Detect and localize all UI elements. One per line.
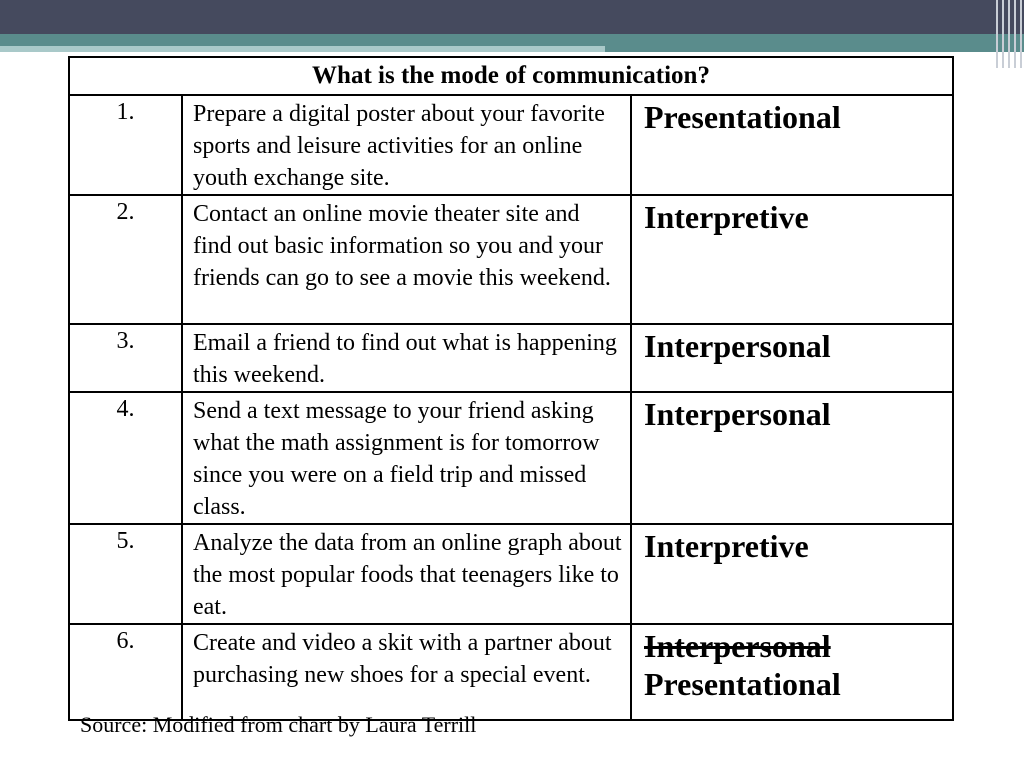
- table-heading: What is the mode of communication?: [69, 57, 953, 95]
- row-description: Analyze the data from an online graph about the most popular foods that teenagers like to eat.: [182, 524, 631, 624]
- row-number: 2.: [69, 195, 182, 324]
- decorative-stripes: [992, 0, 1024, 68]
- row-description: Email a friend to find out what is happening this weekend.: [182, 324, 631, 392]
- table-row: [69, 195, 953, 324]
- table-row: [69, 324, 953, 392]
- row-description: Contact an online movie theater site and find out basic information so you and your friends can go to see a movie this weekend.: [182, 195, 631, 324]
- corrected-mode: Presentational: [644, 666, 841, 702]
- row-mode: Interpersonal: [631, 324, 953, 392]
- row-mode-corrected: [631, 624, 953, 720]
- row-description: Send a text message to your friend asking what the math assignment is for tomorrow since you were on a field trip and missed class.: [182, 392, 631, 524]
- source-note: Source: Modified from chart by Laura Terrill: [80, 712, 477, 737]
- row-mode: Presentational: [631, 95, 953, 195]
- teal-band-step: [605, 46, 1024, 52]
- row-number: 5.: [69, 524, 182, 624]
- row-number: 6.: [69, 624, 182, 720]
- communication-mode-table: [68, 56, 954, 721]
- row-number: 3.: [69, 324, 182, 392]
- table-row: [69, 624, 953, 720]
- table-row: [69, 95, 953, 195]
- row-mode: Interpretive: [631, 195, 953, 324]
- row-number: 4.: [69, 392, 182, 524]
- row-mode: Interpersonal: [631, 392, 953, 524]
- row-description: Create and video a skit with a partner about purchasing new shoes for a special event.: [182, 624, 631, 720]
- teal-band-light: [0, 46, 605, 52]
- top-banner: [0, 0, 1024, 34]
- teal-band: [0, 34, 1024, 46]
- row-description: Prepare a digital poster about your favorite sports and leisure activities for an online youth exchange site.: [182, 95, 631, 195]
- table-row: [69, 392, 953, 524]
- struck-mode: Interpersonal: [644, 628, 831, 664]
- table-row: [69, 524, 953, 624]
- row-number: 1.: [69, 95, 182, 195]
- row-mode: Interpretive: [631, 524, 953, 624]
